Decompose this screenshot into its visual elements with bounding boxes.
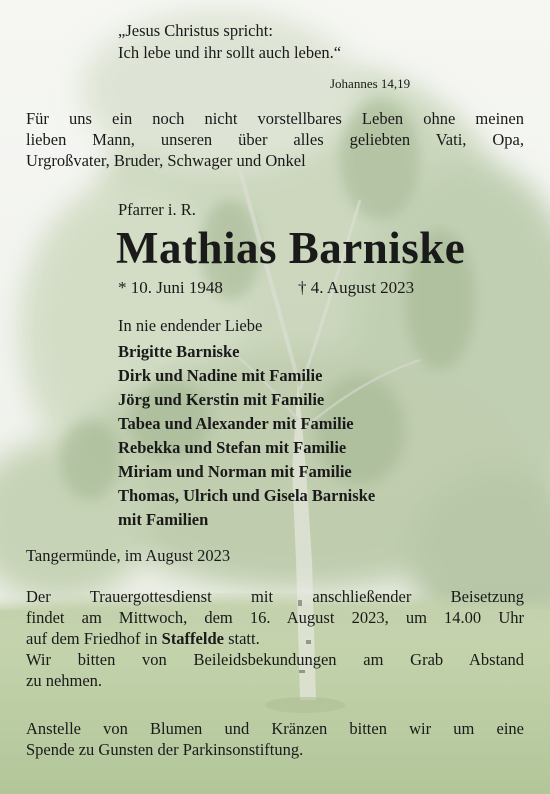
verse-line-1: „Jesus Christus spricht: bbox=[118, 21, 273, 40]
intro-line: Für uns ein noch nicht vorstellbares Leben ohne meinen bbox=[26, 109, 524, 128]
intro-line: lieben Mann, unseren über alles geliebten Vati, Opa, bbox=[26, 130, 524, 149]
death-date: † 4. August 2023 bbox=[298, 278, 415, 297]
mourner-name: mit Familien bbox=[118, 510, 209, 529]
donation-paragraph bbox=[26, 718, 524, 760]
verse-line-2: Ich lebe und ihr sollt auch leben.“ bbox=[118, 43, 342, 62]
service-line: Wir bitten von Beileidsbekundungen am Grab Abstand bbox=[26, 650, 524, 669]
donation-line: Spende zu Gunsten der Parkinsonstiftung. bbox=[26, 740, 304, 759]
service-line: findet am Mittwoch, dem 16. August 2023, um 14.00 Uhr bbox=[26, 608, 524, 627]
mourners-list bbox=[118, 340, 375, 532]
service-line: Der Trauergottesdienst mit anschließender Beisetzung bbox=[26, 587, 524, 606]
donation-line: Anstelle von Blumen und Kränzen bitten wir um eine bbox=[26, 719, 524, 738]
mourner-name: Thomas, Ulrich und Gisela Barniske bbox=[118, 486, 376, 505]
mourner-name: Miriam und Norman mit Familie bbox=[118, 462, 352, 481]
intro-line: Urgroßvater, Bruder, Schwager und Onkel bbox=[26, 151, 306, 170]
mourner-name: Dirk und Nadine mit Familie bbox=[118, 366, 323, 385]
mourner-name: Jörg und Kerstin mit Familie bbox=[118, 390, 325, 409]
service-location-place: Staffelde bbox=[161, 629, 224, 648]
deceased-title: Pfarrer i. R. bbox=[118, 200, 196, 219]
verse-reference: Johannes 14,19 bbox=[330, 76, 411, 91]
service-paragraph bbox=[26, 586, 524, 691]
mourner-name: Tabea und Alexander mit Familie bbox=[118, 414, 354, 433]
birth-date: * 10. Juni 1948 bbox=[118, 278, 223, 297]
mourner-name: Rebekka und Stefan mit Familie bbox=[118, 438, 347, 457]
place-and-date: Tangermünde, im August 2023 bbox=[26, 546, 231, 565]
intro-paragraph bbox=[26, 108, 524, 171]
deceased-name: Mathias Barniske bbox=[116, 223, 466, 273]
service-line-location bbox=[26, 628, 524, 649]
mourners-intro: In nie endender Liebe bbox=[118, 316, 263, 335]
service-line: zu nehmen. bbox=[26, 671, 103, 690]
service-location-prefix: auf dem Friedhof in bbox=[26, 629, 158, 648]
mourner-name: Brigitte Barniske bbox=[118, 342, 240, 361]
service-location-suffix: statt. bbox=[228, 629, 260, 648]
